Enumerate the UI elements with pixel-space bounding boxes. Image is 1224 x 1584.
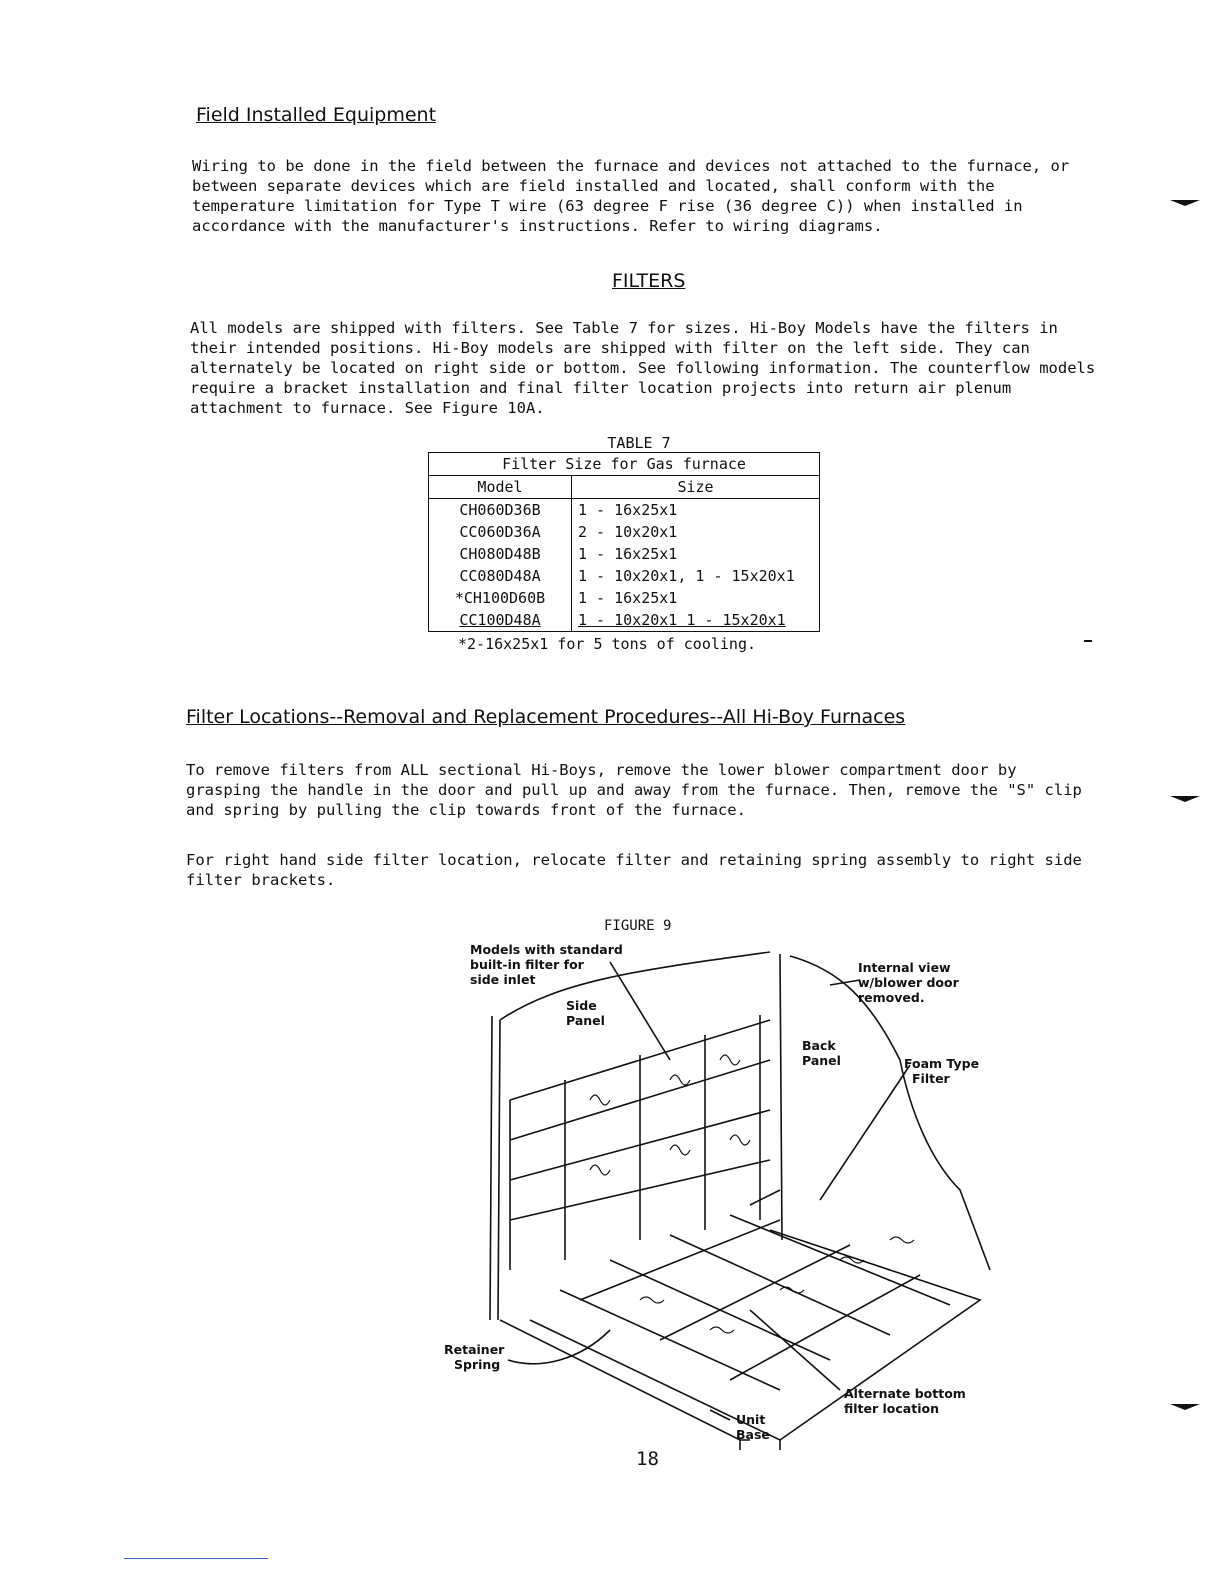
side-filter-grid	[510, 1015, 770, 1270]
table-row	[429, 499, 820, 522]
margin-mark	[1170, 1404, 1200, 1410]
callout-back-panel	[802, 1038, 841, 1068]
callout-text: removed.	[858, 990, 925, 1005]
table-row	[429, 587, 820, 609]
table-cell-model: *CH100D60B	[429, 587, 572, 609]
table-cell-model: CC100D48A	[429, 609, 572, 632]
table-cell-size: 1 - 16x25x1	[578, 589, 678, 607]
margin-mark	[1170, 796, 1200, 802]
table-cell-size: 2 - 10x20x1	[578, 523, 678, 541]
table-footnote: *2-16x25x1 for 5 tons of cooling.	[458, 635, 757, 653]
callout-text: Panel	[802, 1053, 841, 1068]
callout-text: filter location	[844, 1401, 939, 1416]
section-heading-filters: FILTERS	[612, 270, 686, 292]
callout-text: Panel	[566, 1013, 605, 1028]
table-label: TABLE 7	[607, 434, 671, 452]
callout-text: Retainer	[444, 1342, 505, 1357]
table-cell-model: CH080D48B	[429, 543, 572, 565]
callout-text: Filter	[912, 1071, 950, 1086]
callout-text: Foam Type	[904, 1056, 980, 1071]
bottom-rule	[124, 1558, 268, 1559]
callout-text: Side	[566, 998, 597, 1013]
callout-text: Base	[736, 1427, 770, 1442]
callout-text: Spring	[454, 1357, 501, 1372]
table-cell-size: 1 - 10x20x1 1 - 15x20x1	[578, 611, 786, 629]
callout-text: Models with standard	[470, 942, 623, 957]
callout-text: Alternate bottom	[844, 1386, 966, 1401]
callout-text: Internal view	[858, 960, 951, 975]
callout-side-panel	[566, 998, 605, 1028]
right-side-paragraph: For right hand side filter location, relocate filter and retaining spring assembly to right side filter brackets.	[186, 851, 1082, 889]
side-panel-front-edge	[498, 1020, 500, 1320]
table-row	[429, 609, 820, 632]
figure-label: FIGURE 9	[604, 918, 672, 934]
callout-text: Back	[802, 1038, 836, 1053]
table-cell-size: 1 - 10x20x1, 1 - 15x20x1	[578, 567, 795, 585]
callout-unit-base	[736, 1412, 770, 1442]
callout-text: Unit	[736, 1412, 766, 1427]
callout-retainer-spring	[444, 1342, 504, 1372]
callout-alternate-bottom	[844, 1386, 966, 1416]
page-number: 18	[636, 1448, 659, 1470]
callout-foam-filter	[904, 1056, 979, 1086]
column-header-model: Model	[429, 476, 572, 499]
filter-size-table	[428, 452, 820, 632]
furnace-filter-illustration	[440, 940, 1000, 1450]
table-cell-model: CH060D36B	[429, 499, 572, 522]
margin-dash	[1084, 640, 1092, 642]
callout-text: side inlet	[470, 972, 536, 987]
column-header-size: Size	[572, 476, 820, 499]
callout-text: w/blower door	[858, 975, 959, 990]
table-cell-model: CC080D48A	[429, 565, 572, 587]
callout-models-standard	[470, 942, 623, 987]
filters-paragraph: All models are shipped with filters. See Table 7 for sizes. Hi-Boy Models have the filters in their intended positions. Hi-Boy models are shipped with filter on the left side. They can alternately be located on right side or bottom. See following information. The counterflow models require a bracket installation and final filter location projects into return air plenum attachment to furnace. See Figure 10A.	[190, 319, 1096, 417]
bottom-filter-grid	[560, 1215, 950, 1390]
section-heading-filter-locations: Filter Locations--Removal and Replacement Procedures--All Hi-Boy Furnaces	[186, 706, 906, 728]
margin-mark	[1170, 200, 1200, 206]
table-cell-size: 1 - 16x25x1	[578, 545, 678, 563]
field-installed-paragraph: Wiring to be done in the field between the furnace and devices not attached to the furnace, or between separate devices which are field installed and located, shall conform with the temperature limitation for Type T wire (63 degree F rise (36 degree C)) when installed in accordance with the manufacturer's instructions. Refer to wiring diagrams.	[192, 157, 1070, 235]
table-cell-size: 1 - 16x25x1	[578, 501, 678, 519]
section-heading-field-installed: Field Installed Equipment	[196, 104, 437, 126]
removal-paragraph: To remove filters from ALL sectional Hi-Boys, remove the lower blower compartment door by grasping the handle in the door and pull up and away from the furnace. Then, remove the "S" clip and spring by pulling the clip towards front of the furnace.	[186, 761, 1082, 819]
back-panel-left-edge	[780, 954, 782, 1240]
table-row	[429, 543, 820, 565]
callout-internal-view	[858, 960, 959, 1005]
table-title: Filter Size for Gas furnace	[429, 453, 820, 476]
table-cell-model: CC060D36A	[429, 521, 572, 543]
table-7	[428, 434, 820, 653]
table-row	[429, 565, 820, 587]
callout-text: built-in filter for	[470, 957, 584, 972]
table-row	[429, 521, 820, 543]
